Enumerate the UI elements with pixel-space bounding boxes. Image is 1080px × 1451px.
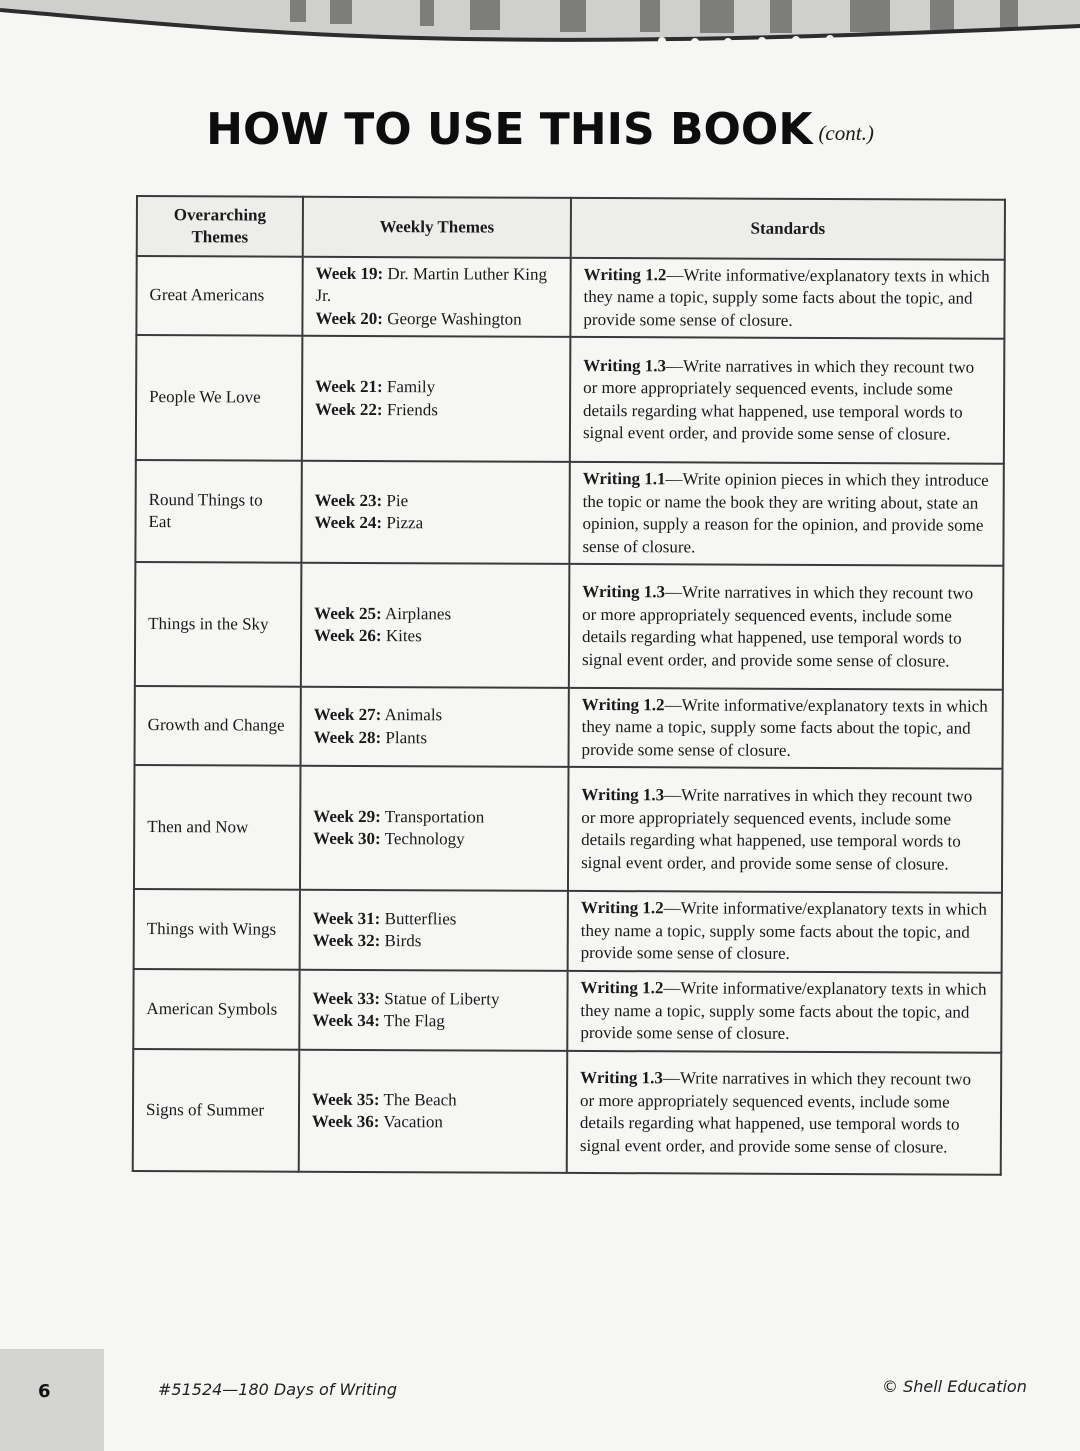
week-label: Week 32:: [312, 930, 381, 951]
week-topic: The Beach: [383, 1089, 457, 1109]
week-topic: Technology: [384, 829, 465, 849]
week-label: Week 20:: [315, 308, 384, 328]
column-header-weekly-themes: Weekly Themes: [303, 197, 571, 258]
week-line: [314, 602, 556, 626]
weeks-cell: [300, 766, 569, 891]
weeks-cell: [300, 890, 568, 971]
week-label: Week 23:: [314, 490, 383, 510]
standard-text: —Write opinion pieces in which they introduce the topic or name the book they are writing about, state an opinion, supply a reason for the opinion, and provide some sense of closure.: [582, 469, 989, 556]
week-topic: Statue of Liberty: [384, 988, 500, 1009]
week-label: Week 31:: [312, 908, 381, 928]
week-line: [313, 907, 555, 931]
standard-text: —Write narratives in which they recount two or more appropriately sequenced events, include some details regarding what happened, use temporal words to signal event order, and provide some sense of closure.: [581, 582, 974, 671]
standard-cell: [567, 971, 1001, 1053]
weeks-cell: [301, 461, 569, 564]
week-label: Week 24:: [314, 512, 383, 533]
column-header-overarching-themes: Overarching Themes: [137, 196, 303, 257]
week-line: [315, 308, 557, 332]
theme-cell: Growth and Change: [135, 686, 301, 766]
standard-text: —Write informative/explanatory texts in which they name a topic, supply some facts about the topic, and provide some sense of closure.: [581, 695, 988, 760]
standard-code: Writing 1.2: [580, 978, 664, 998]
week-line: [315, 512, 557, 536]
week-line: [315, 489, 557, 513]
week-topic: Family: [386, 377, 436, 397]
table-row: [134, 765, 1003, 893]
week-topic: Dr. Martin Luther King Jr.: [315, 263, 548, 306]
week-topic: Animals: [384, 705, 443, 725]
week-topic: Transportation: [384, 806, 485, 827]
week-line: [312, 1010, 554, 1034]
week-line: [315, 398, 557, 422]
week-label: Week 25:: [314, 603, 382, 623]
week-topic: Airplanes: [384, 603, 452, 623]
page-title-suffix: (cont.): [818, 121, 874, 145]
weeks-cell: [302, 257, 570, 337]
standard-code: Writing 1.2: [583, 264, 667, 285]
page-heading: [0, 104, 1080, 155]
week-topic: George Washington: [387, 308, 522, 329]
theme-cell: Things with Wings: [134, 889, 300, 970]
week-line: [312, 1088, 554, 1112]
theme-cell: Great Americans: [136, 256, 302, 336]
standard-code: Writing 1.1: [582, 468, 666, 489]
standard-text: —Write informative/explanatory texts in which they name a topic, supply some facts about the topic, and provide some sense of closure.: [580, 978, 987, 1044]
week-label: Week 34:: [312, 1010, 380, 1031]
top-decorative-banner: [0, 0, 1080, 56]
table-header-row: [137, 196, 1005, 260]
table-row: [135, 460, 1003, 566]
standard-cell: [569, 462, 1003, 566]
column-header-standards: Standards: [571, 198, 1005, 260]
week-label: Week 21:: [315, 376, 383, 397]
week-line: [313, 930, 555, 954]
week-label: Week 29:: [313, 806, 381, 826]
theme-cell: Things in the Sky: [135, 562, 302, 687]
page-number: 6: [38, 1381, 51, 1402]
week-line: [314, 726, 556, 750]
week-topic: Friends: [386, 399, 438, 419]
week-topic: Pizza: [386, 513, 424, 533]
weeks-cell: [299, 1050, 568, 1173]
week-label: Week 30:: [313, 828, 381, 849]
week-line: [312, 987, 554, 1011]
week-topic: Pie: [386, 490, 409, 510]
page-number-tab: [0, 1349, 104, 1451]
week-topic: Butterflies: [384, 908, 457, 928]
week-topic: Birds: [384, 931, 422, 951]
table-row: [136, 256, 1004, 339]
standard-code: Writing 1.3: [581, 784, 665, 805]
publisher-credit: © Shell Education: [882, 1377, 1027, 1396]
table-row: [134, 889, 1002, 973]
theme-cell: Signs of Summer: [133, 1049, 300, 1172]
theme-cell: People We Love: [136, 335, 303, 461]
standard-code: Writing 1.2: [580, 898, 664, 918]
table-row: [135, 686, 1003, 769]
week-line: [314, 625, 556, 649]
standard-code: Writing 1.3: [582, 581, 666, 602]
book-reference: #51524—180 Days of Writing: [158, 1380, 398, 1399]
table-row: [135, 562, 1004, 690]
week-line: [313, 828, 555, 852]
theme-cell: American Symbols: [133, 969, 299, 1050]
week-line: [316, 263, 558, 309]
standard-code: Writing 1.3: [583, 355, 667, 375]
standard-text: —Write narratives in which they recount two or more appropriately sequenced events, include some details regarding what happened, use temporal words to signal event order, and provide some sense of closure.: [582, 355, 975, 444]
standard-cell: [570, 337, 1005, 464]
week-topic: Plants: [385, 727, 428, 747]
weeks-cell: [302, 336, 571, 462]
standard-text: —Write narratives in which they recount two or more appropriately sequenced events, include some details regarding what happened, use temporal words to signal event order, and provide some sense of closure.: [579, 1068, 972, 1157]
standard-cell: [568, 891, 1002, 973]
standard-cell: [568, 767, 1003, 893]
standards-table: [132, 195, 1006, 1176]
week-label: Week 28:: [313, 727, 382, 747]
table-row: [133, 969, 1001, 1053]
week-label: Week 26:: [314, 625, 382, 646]
page-title: HOW TO USE THIS BOOK: [206, 104, 813, 155]
table-row: [133, 1049, 1002, 1175]
weeks-cell: [299, 970, 567, 1051]
week-label: Week 19:: [315, 263, 384, 283]
standard-cell: [569, 688, 1003, 769]
weeks-cell: [301, 687, 569, 767]
week-label: Week 33:: [312, 988, 381, 1008]
theme-cell: Then and Now: [134, 765, 301, 890]
weeks-cell: [301, 563, 570, 688]
standard-text: —Write informative/explanatory texts in which they name a topic, supply some facts about the topic, and provide some sense of closure.: [580, 898, 987, 964]
week-topic: The Flag: [383, 1011, 445, 1031]
week-line: [314, 704, 556, 728]
standard-code: Writing 1.3: [580, 1067, 664, 1088]
table-row: [136, 335, 1005, 464]
standard-cell: [570, 258, 1004, 339]
week-topic: Vacation: [383, 1112, 443, 1132]
week-line: [312, 1111, 554, 1135]
week-label: Week 36:: [311, 1111, 380, 1132]
standard-cell: [567, 1051, 1002, 1175]
theme-cell: Round Things to Eat: [135, 460, 301, 563]
week-line: [315, 376, 557, 400]
week-topic: Kites: [385, 626, 422, 646]
standard-text: —Write informative/explanatory texts in which they name a topic, supply some facts about the topic, and provide some sense of closure.: [583, 265, 990, 330]
week-label: Week 22:: [315, 399, 383, 419]
standard-text: —Write narratives in which they recount two or more appropriately sequenced events, include some details regarding what happened, use temporal words to signal event order, and provide some sense of closure.: [581, 785, 973, 874]
standard-code: Writing 1.2: [581, 694, 665, 715]
week-label: Week 35:: [312, 1089, 380, 1109]
week-line: [313, 805, 555, 829]
week-label: Week 27:: [313, 704, 382, 725]
standard-cell: [569, 564, 1004, 690]
